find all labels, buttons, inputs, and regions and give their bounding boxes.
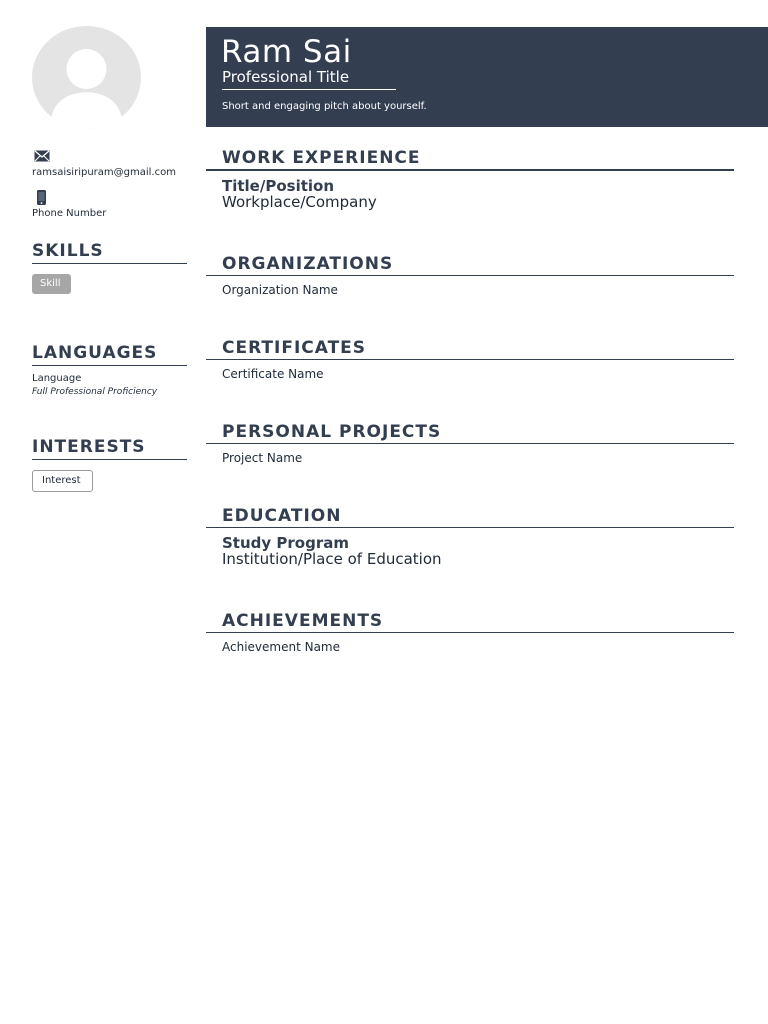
header-banner <box>206 27 768 127</box>
organization-name[interactable]: Organization Name <box>222 283 338 297</box>
interests-heading: INTERESTS <box>32 436 187 460</box>
full-name[interactable]: Ram Sai <box>221 34 352 70</box>
languages-heading: LANGUAGES <box>32 342 187 366</box>
language-proficiency[interactable]: Full Professional Proficiency <box>32 387 158 397</box>
study-program[interactable]: Study Program <box>222 534 349 552</box>
work-position[interactable]: Title/Position <box>222 177 335 195</box>
profile-photo-placeholder[interactable] <box>32 26 141 129</box>
work-experience-heading: WORK EXPERIENCE <box>206 147 734 171</box>
education-heading: EDUCATION <box>206 505 734 528</box>
mobile-phone-icon <box>37 190 46 205</box>
work-company[interactable]: Workplace/Company <box>222 193 377 211</box>
professional-title[interactable]: Professional Title <box>222 68 396 90</box>
achievements-heading: ACHIEVEMENTS <box>206 610 734 633</box>
institution-name[interactable]: Institution/Place of Education <box>222 550 442 568</box>
skills-heading: SKILLS <box>32 240 187 264</box>
personal-projects-heading: PERSONAL PROJECTS <box>206 421 734 444</box>
language-name[interactable]: Language <box>32 373 82 384</box>
interest-chip[interactable]: Interest <box>32 470 93 492</box>
organizations-heading: ORGANIZATIONS <box>206 253 734 276</box>
achievement-name[interactable]: Achievement Name <box>222 640 341 654</box>
certificate-name[interactable]: Certificate Name <box>222 367 324 381</box>
phone-number[interactable]: Phone Number <box>32 208 107 219</box>
email-address[interactable]: ramsaisiripuram@gmail.com <box>32 167 176 178</box>
certificates-heading: CERTIFICATES <box>206 337 734 360</box>
pitch-text[interactable]: Short and engaging pitch about yourself. <box>222 101 427 112</box>
envelope-icon <box>34 150 50 162</box>
project-name[interactable]: Project Name <box>222 451 303 465</box>
person-silhouette-icon <box>32 26 141 129</box>
skill-chip[interactable]: Skill <box>32 274 71 294</box>
